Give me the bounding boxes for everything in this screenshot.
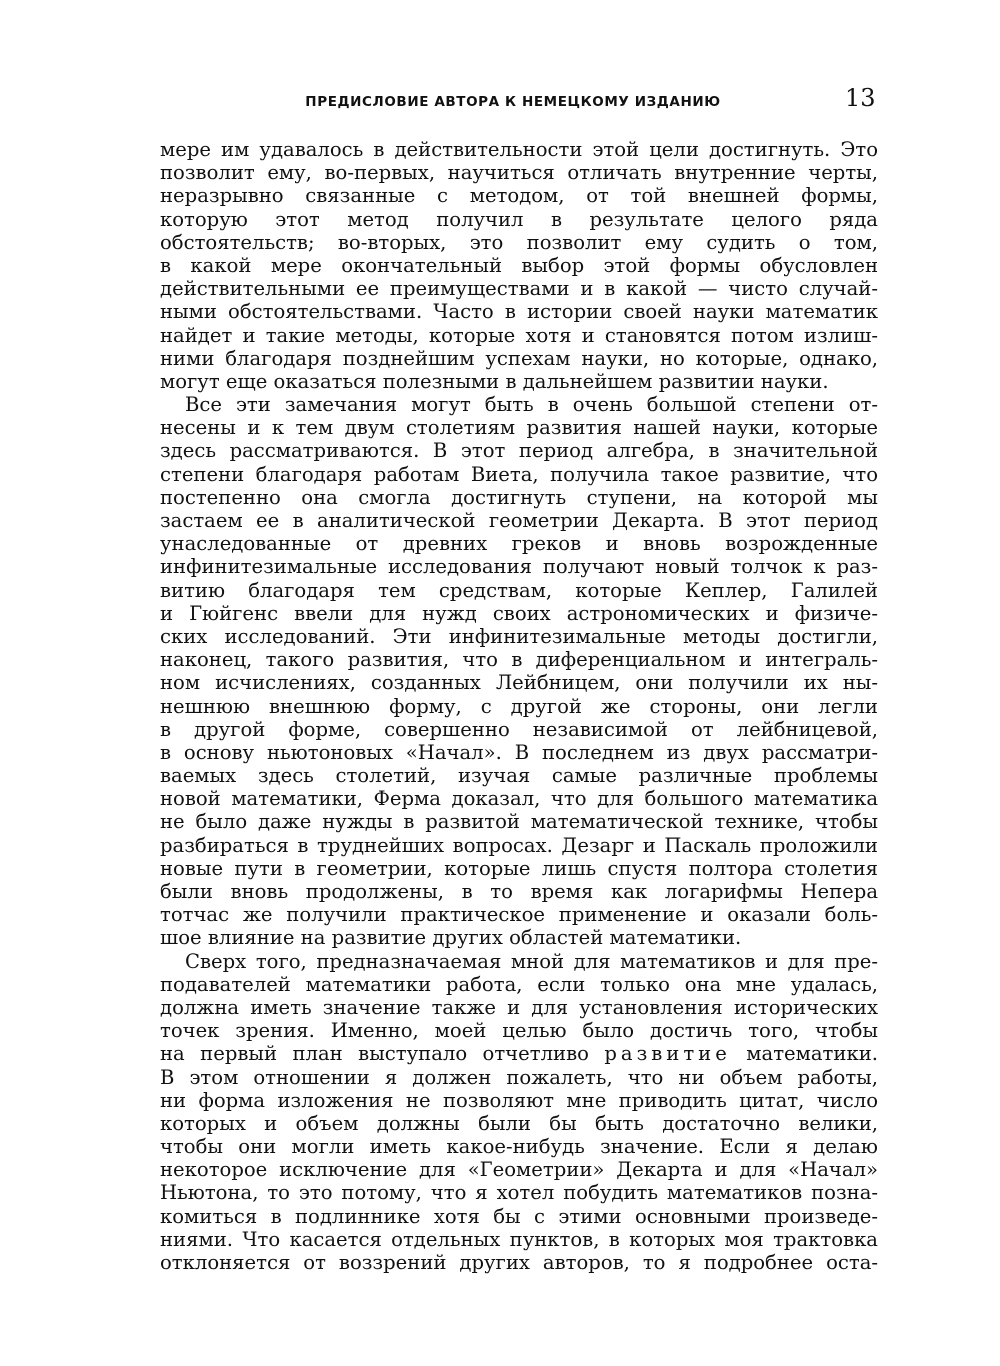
text-line: точек зрения. Именно, моей целью было достичь того, чтобы: [160, 1019, 878, 1043]
text-line: [160, 1042, 878, 1065]
text-line: должна иметь значение также и для установления исторических: [160, 995, 878, 1019]
text-line: новой математики, Ферма доказал, что для большого математика: [160, 787, 878, 811]
text-fragment: на первый план выступало отчетливо: [160, 1042, 605, 1066]
text-line: новые пути в геометрии, которые лишь спустя полтора столетия: [160, 856, 878, 880]
text-line: действительными ее преимуществами и в какой — чисто случай-: [160, 277, 878, 301]
text-line: обстоятельств; во-вторых, это позволит ему судить о том,: [160, 230, 878, 254]
running-title: ПРЕДИСЛОВИЕ АВТОРА К НЕМЕЦКОМУ ИЗДАНИЮ: [305, 94, 721, 110]
text-line: которых и объем должны были бы быть достаточно велики,: [160, 1111, 878, 1135]
text-line: застаем ее в аналитической геометрии Декарта. В этот период: [160, 509, 878, 532]
text-line: степени благодаря работам Виета, получила такое развитие, что: [160, 462, 878, 486]
text-line: несены и к тем двум столетиям развития нашей науки, которые: [160, 416, 878, 440]
text-line: могут еще оказаться полезными в дальнейшем развитии науки.: [160, 369, 829, 393]
text-line: в основу ньютоновых «Начал». В последнем из двух рассматри-: [160, 740, 878, 764]
text-line: нешнюю внешнюю форму, с другой же стороны, они легли: [160, 694, 878, 718]
text-line: наконец, такого развития, что в диференциальном и интеграль-: [160, 648, 878, 672]
text-line: разбираться в труднейших вопросах. Дезарг и Паскаль проложили: [160, 833, 878, 857]
page-number: 13: [845, 84, 876, 112]
text-line: ни форма изложения не позволяют мне приводить цитат, число: [160, 1088, 878, 1112]
text-line: в другой форме, совершенно независимой от лейбницевой,: [160, 717, 878, 741]
text-fragment: математики.: [730, 1042, 878, 1066]
body-text: [160, 138, 878, 1274]
text-line: тотчас же получили практическое применение и оказали боль-: [160, 903, 878, 927]
text-line: подавателей математики работа, если только она мне удалась,: [160, 972, 878, 996]
text-line: Ньютона, то это потому, что я хотел побудить математиков позна-: [160, 1181, 878, 1205]
text-line: и Гюйгенс ввели для нужд своих астрономических и физиче-: [160, 601, 878, 625]
text-line: неразрывно связанные с методом, от той внешней формы,: [160, 184, 878, 208]
text-line: в какой мере окончательный выбор этой формы обусловлен: [160, 253, 878, 277]
text-line: Все эти замечания могут быть в очень большой степени от-: [185, 393, 878, 417]
text-line: найдет и такие методы, которые хотя и становятся потом излиш-: [160, 323, 878, 347]
text-line: не было даже нужды в развитой математической технике, чтобы: [160, 810, 878, 834]
text-line: В этом отношении я должен пожалеть, что ни объем работы,: [160, 1065, 878, 1089]
text-line: ваемых здесь столетий, изучая самые различные проблемы: [160, 764, 878, 788]
text-line: позволит ему, во-первых, научиться отличать внутренние черты,: [160, 161, 878, 185]
text-line: инфинитезимальные исследования получают новый толчок к раз-: [160, 555, 878, 579]
text-line: ских исследований. Эти инфинитезимальные методы достигли,: [160, 624, 878, 648]
text-line: которую этот метод получил в результате целого ряда: [160, 207, 878, 231]
text-line: мере им удавалось в действительности этой цели достигнуть. Это: [160, 138, 878, 161]
emphasized-word: развитие: [604, 1042, 731, 1066]
text-line: унаследованные от древних греков и вновь возрожденные: [160, 532, 878, 556]
text-line: Сверх того, предназначаемая мной для математиков и для пре-: [185, 949, 878, 973]
text-line: ними благодаря позднейшим успехам науки, но которые, однако,: [160, 346, 878, 370]
text-line: здесь рассматриваются. В этот период алгебра, в значительной: [160, 439, 878, 463]
text-line: ном исчислениях, созданных Лейбницем, они получили их ны-: [160, 671, 878, 695]
text-line: были вновь продолжены, в то время как логарифмы Непера: [160, 880, 878, 903]
text-line: отклоняется от воззрений других авторов, то я подробнее оста-: [160, 1251, 878, 1274]
text-line: ниями. Что касается отдельных пунктов, в которых моя трактовка: [160, 1227, 878, 1251]
text-line: постепенно она смогла достигнуть ступени, на которой мы: [160, 485, 878, 509]
text-line: витию благодаря тем средствам, которые Кеплер, Галилей: [160, 578, 878, 602]
text-line: некоторое исключение для «Геометрии» Декарта и для «Начал»: [160, 1158, 878, 1182]
text-line: шое влияние на развитие других областей математики.: [160, 926, 742, 950]
text-line: ными обстоятельствами. Часто в истории своей науки математик: [160, 300, 878, 324]
text-line: чтобы они могли иметь какое-нибудь значение. Если я делаю: [160, 1135, 878, 1159]
text-line: комиться в подлиннике хотя бы с этими основными произведе-: [160, 1204, 878, 1228]
